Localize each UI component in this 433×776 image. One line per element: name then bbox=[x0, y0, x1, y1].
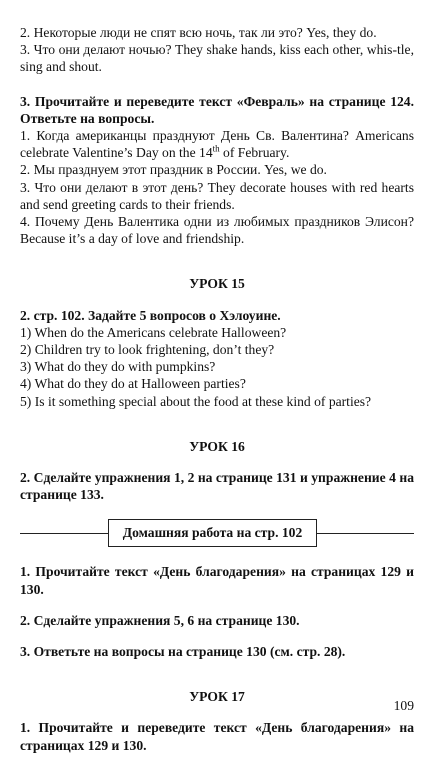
answer-line: 1. Когда американцы празднуют День Св. Валентина? Americans celebrate Valentine’s Day on the 14th of February. bbox=[20, 128, 414, 161]
question-line: 1) When do the Americans celebrate Halloween? bbox=[20, 324, 287, 340]
question-line: 4) What do they do at Halloween parties? bbox=[20, 376, 246, 392]
question-line: 2) Children try to look frightening, don’t they? bbox=[20, 342, 275, 358]
answer-line: 2. Мы празднуем этот праздник в России. Yes, we do. bbox=[20, 162, 327, 178]
page-content bbox=[20, 24, 414, 754]
task-heading: 2. стр. 102. Задайте 5 вопросов о Хэлоуине. bbox=[20, 307, 281, 323]
lesson-title: УРОК 15 bbox=[189, 276, 245, 292]
homework-item: 2. Сделайте упражнения 5, 6 на странице 130. bbox=[20, 612, 300, 628]
question-line: 5) Is it something special about the food at these kind of parties? bbox=[20, 393, 372, 409]
homework-item: 3. Ответьте на вопросы на странице 130 (см. стр. 28). bbox=[20, 644, 346, 660]
homework-item: 1. Прочитайте текст «День благодарения» на страницах 129 и 130. bbox=[20, 564, 414, 597]
answer-line: 2. Некоторые люди не спят всю ночь, так ли это? Yes, they do. bbox=[20, 25, 377, 40]
question-line: 3) What do they do with pumpkins? bbox=[20, 359, 216, 375]
answer-line: 4. Почему День Валентика одни из любимых праздников Элисон? Because it’s a day of love and friendship. bbox=[20, 214, 414, 247]
lesson-title: УРОК 16 bbox=[189, 438, 245, 454]
divider-rule-right bbox=[317, 533, 414, 534]
page-number: 109 bbox=[393, 698, 414, 713]
homework-box: Домашняя работа на стр. 102 bbox=[108, 519, 317, 547]
lesson-title: УРОК 17 bbox=[189, 689, 245, 705]
divider-rule-left bbox=[20, 533, 108, 534]
task-heading: 2. Сделайте упражнения 1, 2 на странице 131 и упражнение 4 на странице 133. bbox=[20, 470, 414, 503]
answer-line: 3. Что они делают ночью? They shake hands, kiss each other, whis-tle, sing and shout. bbox=[20, 42, 414, 75]
task-heading: 3. Прочитайте и переведите текст «Февраль» на странице 124. Ответьте на вопросы. bbox=[20, 93, 414, 126]
answer-line: 3. Что они делают в этот день? They decorate houses with red hearts and send greeting cards to their friends. bbox=[20, 179, 414, 212]
homework-divider bbox=[20, 519, 414, 549]
task-heading: 1. Прочитайте и переведите текст «День благодарения» на страницах 129 и 130. bbox=[20, 720, 414, 753]
